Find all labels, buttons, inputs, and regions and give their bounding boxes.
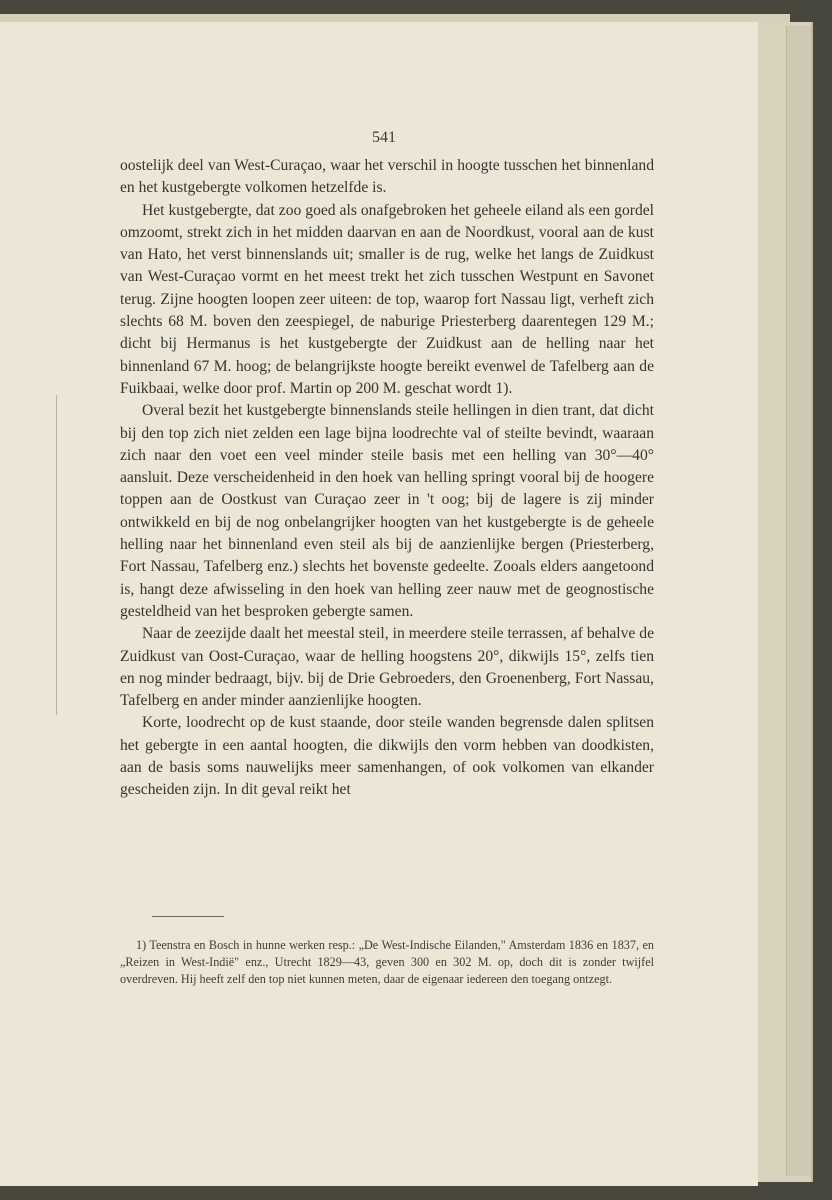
body-text [120,155,654,802]
page-top-edge [0,14,790,22]
footnote-1: 1) Teenstra en Bosch in hunne werken resp.: „De West-Indische Eilanden," Amsterdam 1836 en 1837, en „Reizen in West-Indië" enz., Utrecht 1829—43, geven 300 en 302 M. op, doch dit is zonder twijfel overdreven. Hij heeft zelf den top niet kunnen meten, daar de eigenaar iedereen den toegang ontzegt. [120,938,654,986]
paragraph-4: Naar de zeezijde daalt het meestal steil, in meerdere steile terrassen, af behalve de Zuidkust van Oost-Curaçao, waar de helling hoogstens 20°, dikwijls 15°, zelfs tien en nog minder bedraagt, bijv. bij de Drie Gebroeders, den Groenenberg, Fort Nassau, Tafelberg en ander minder aanzienlijke hoogten. [120,625,654,710]
footnote-separator [152,916,224,917]
margin-mark-line [56,395,57,715]
paragraph-1: oostelijk deel van West-Curaçao, waar het verschil in hoogte tusschen het binnenland en het kustgebergte volkomen hetzelfde is. [120,157,654,197]
page-number: 541 [372,129,396,146]
paragraph-2: Het kustgebergte, dat zoo goed als onafgebroken het geheele eiland als een gordel omzoomt, strekt zich in het midden daarvan en aan de Noordkust, vooral aan de kust van Hato, het verst binnenslands uit; smaller is de rug, welke het langs de Zuidkust van West-Curaçao vormt en het meest trekt het zich tusschen Westpunt en Savonet terug. Zijne hoogten loopen zeer uiteen: de top, waarop fort Nassau ligt, verheft zich slechts 68 M. boven den zeespiegel, de naburige Priesterberg daarentegen 129 M.; dicht bij Hermanus is het kustgebergte der Zuidkust aan de helling naar het binnenland 67 M. hoog; de belangrijkste hoogte bereikt evenwel de Tafelberg aan de Fuikbaai, welke door prof. Martin op 200 M. geschat wordt 1). [120,201,654,397]
paragraph-3: Overal bezit het kustgebergte binnenslands steile hellingen in dien trant, dat dicht bij den top zich niet zelden een lage bijna loodrechte val of steilte bevindt, waaraan zich naar den voet een veel minder steile basis met een helling van 30°—40° aansluit. Deze verscheidenheid in den hoek van helling springt vooral bij de hoogere toppen aan de Oostkust van Curaçao zeer in 't oog; bij de lagere is zij minder ontwikkeld en bij de nog onbelangrijker hoogten van het kustgebergte is de geheele helling naar het binnenland even steil als bij de aanzienlijke bergen (Priesterberg, Fort Nassau, Tafelberg enz.) slechts het bovenste gedeelte. Zooals elders aangetoond is, hangt deze afwisseling in den hoek van helling zeer nauw met de geognostische gesteldheid van het besproken gebergte samen. [120,402,654,620]
page-edge-stack-inner [786,26,811,1176]
footnote [120,937,654,988]
paragraph-5: Korte, loodrecht op de kust staande, door steile wanden begrensde dalen splitsen het gebergte in een aantal hoogten, die dikwijls den vorm hebben van doodkisten, aan de basis soms nauwelijks meer samenhangen, of ook volkomen van elkander gescheiden zijn. In dit geval reikt het [120,714,654,799]
